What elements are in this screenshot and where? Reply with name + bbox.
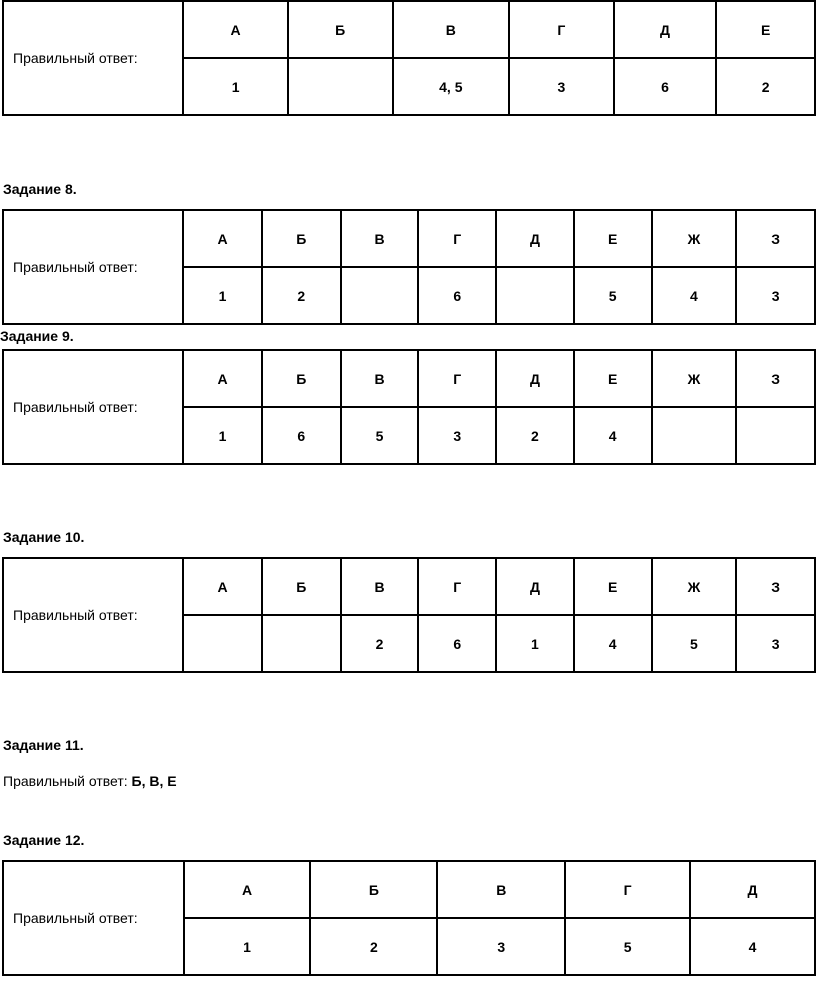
- answer-cell: 1: [183, 267, 262, 324]
- header-cell: Ж: [652, 210, 737, 267]
- answer-cell: 2: [716, 58, 815, 115]
- header-cell: Д: [496, 210, 574, 267]
- header-cell: Г: [565, 861, 690, 918]
- header-cell: Б: [262, 210, 341, 267]
- header-cell: Б: [262, 558, 341, 615]
- answer-cell: 1: [183, 407, 262, 464]
- task11-answer-value: Б, В, Е: [131, 773, 177, 789]
- task8-answer-table: [2, 209, 816, 325]
- answer-cell: [341, 267, 419, 324]
- header-cell: А: [183, 1, 288, 58]
- answer-cell: 5: [574, 267, 652, 324]
- header-cell: А: [183, 350, 262, 407]
- answer-cell: 3: [736, 267, 815, 324]
- header-cell: Д: [614, 1, 717, 58]
- answer-cell: 4: [652, 267, 737, 324]
- answer-cell: 4: [574, 615, 652, 672]
- task9-answer-table: [2, 349, 816, 465]
- header-cell: Г: [418, 210, 496, 267]
- header-cell: А: [183, 558, 262, 615]
- answer-cell: [736, 407, 815, 464]
- header-cell: В: [437, 861, 565, 918]
- header-cell: В: [341, 210, 419, 267]
- task7-answer-table: [2, 0, 816, 116]
- header-cell: В: [393, 1, 510, 58]
- answer-cell: 4: [690, 918, 815, 975]
- task11-answer: [3, 773, 177, 789]
- header-cell: Ж: [652, 558, 737, 615]
- answer-cell: 5: [341, 407, 419, 464]
- task8-title: Задание 8.: [3, 181, 77, 197]
- answer-cell: [652, 407, 737, 464]
- header-cell: Б: [310, 861, 437, 918]
- answer-label: Правильный ответ:: [3, 558, 183, 672]
- answer-cell: 6: [262, 407, 341, 464]
- header-cell: Е: [574, 350, 652, 407]
- header-cell: Д: [690, 861, 815, 918]
- answer-cell: [183, 615, 262, 672]
- header-cell: А: [184, 861, 311, 918]
- answer-label: Правильный ответ:: [3, 861, 184, 975]
- answer-cell: 6: [418, 615, 496, 672]
- header-cell: Б: [262, 350, 341, 407]
- answer-cell: 3: [509, 58, 614, 115]
- header-cell: В: [341, 558, 419, 615]
- header-cell: Д: [496, 350, 574, 407]
- header-cell: З: [736, 558, 815, 615]
- answer-cell: 4, 5: [393, 58, 510, 115]
- answer-cell: 2: [341, 615, 419, 672]
- answer-cell: 3: [437, 918, 565, 975]
- header-cell: Б: [288, 1, 393, 58]
- answer-cell: 6: [418, 267, 496, 324]
- header-cell: В: [341, 350, 419, 407]
- answer-label: Правильный ответ:: [3, 1, 183, 115]
- answer-cell: 6: [614, 58, 717, 115]
- task12-title: Задание 12.: [3, 832, 85, 848]
- header-cell: Е: [716, 1, 815, 58]
- header-cell: З: [736, 350, 815, 407]
- answer-label: Правильный ответ:: [3, 350, 183, 464]
- header-cell: Ж: [652, 350, 737, 407]
- header-cell: Г: [418, 350, 496, 407]
- header-cell: Е: [574, 210, 652, 267]
- answer-cell: 1: [496, 615, 574, 672]
- header-cell: З: [736, 210, 815, 267]
- header-cell: Г: [509, 1, 614, 58]
- answer-cell: [262, 615, 341, 672]
- task10-title: Задание 10.: [3, 529, 85, 545]
- answer-cell: 5: [652, 615, 737, 672]
- header-cell: А: [183, 210, 262, 267]
- header-cell: Г: [418, 558, 496, 615]
- answer-cell: 5: [565, 918, 690, 975]
- answer-cell: 2: [262, 267, 341, 324]
- answer-cell: 1: [183, 58, 288, 115]
- task11-answer-label: Правильный ответ:: [3, 773, 132, 789]
- answer-cell: 4: [574, 407, 652, 464]
- header-cell: Е: [574, 558, 652, 615]
- task9-title: Задание 9.: [0, 328, 74, 344]
- answer-cell: 1: [184, 918, 311, 975]
- answer-cell: [288, 58, 393, 115]
- header-cell: Д: [496, 558, 574, 615]
- answer-label: Правильный ответ:: [3, 210, 183, 324]
- answer-cell: 2: [310, 918, 437, 975]
- task11-title: Задание 11.: [3, 737, 84, 753]
- answer-cell: 2: [496, 407, 574, 464]
- task10-answer-table: [2, 557, 816, 673]
- answer-cell: [496, 267, 574, 324]
- answer-cell: 3: [736, 615, 815, 672]
- task12-answer-table: [2, 860, 816, 976]
- answer-cell: 3: [418, 407, 496, 464]
